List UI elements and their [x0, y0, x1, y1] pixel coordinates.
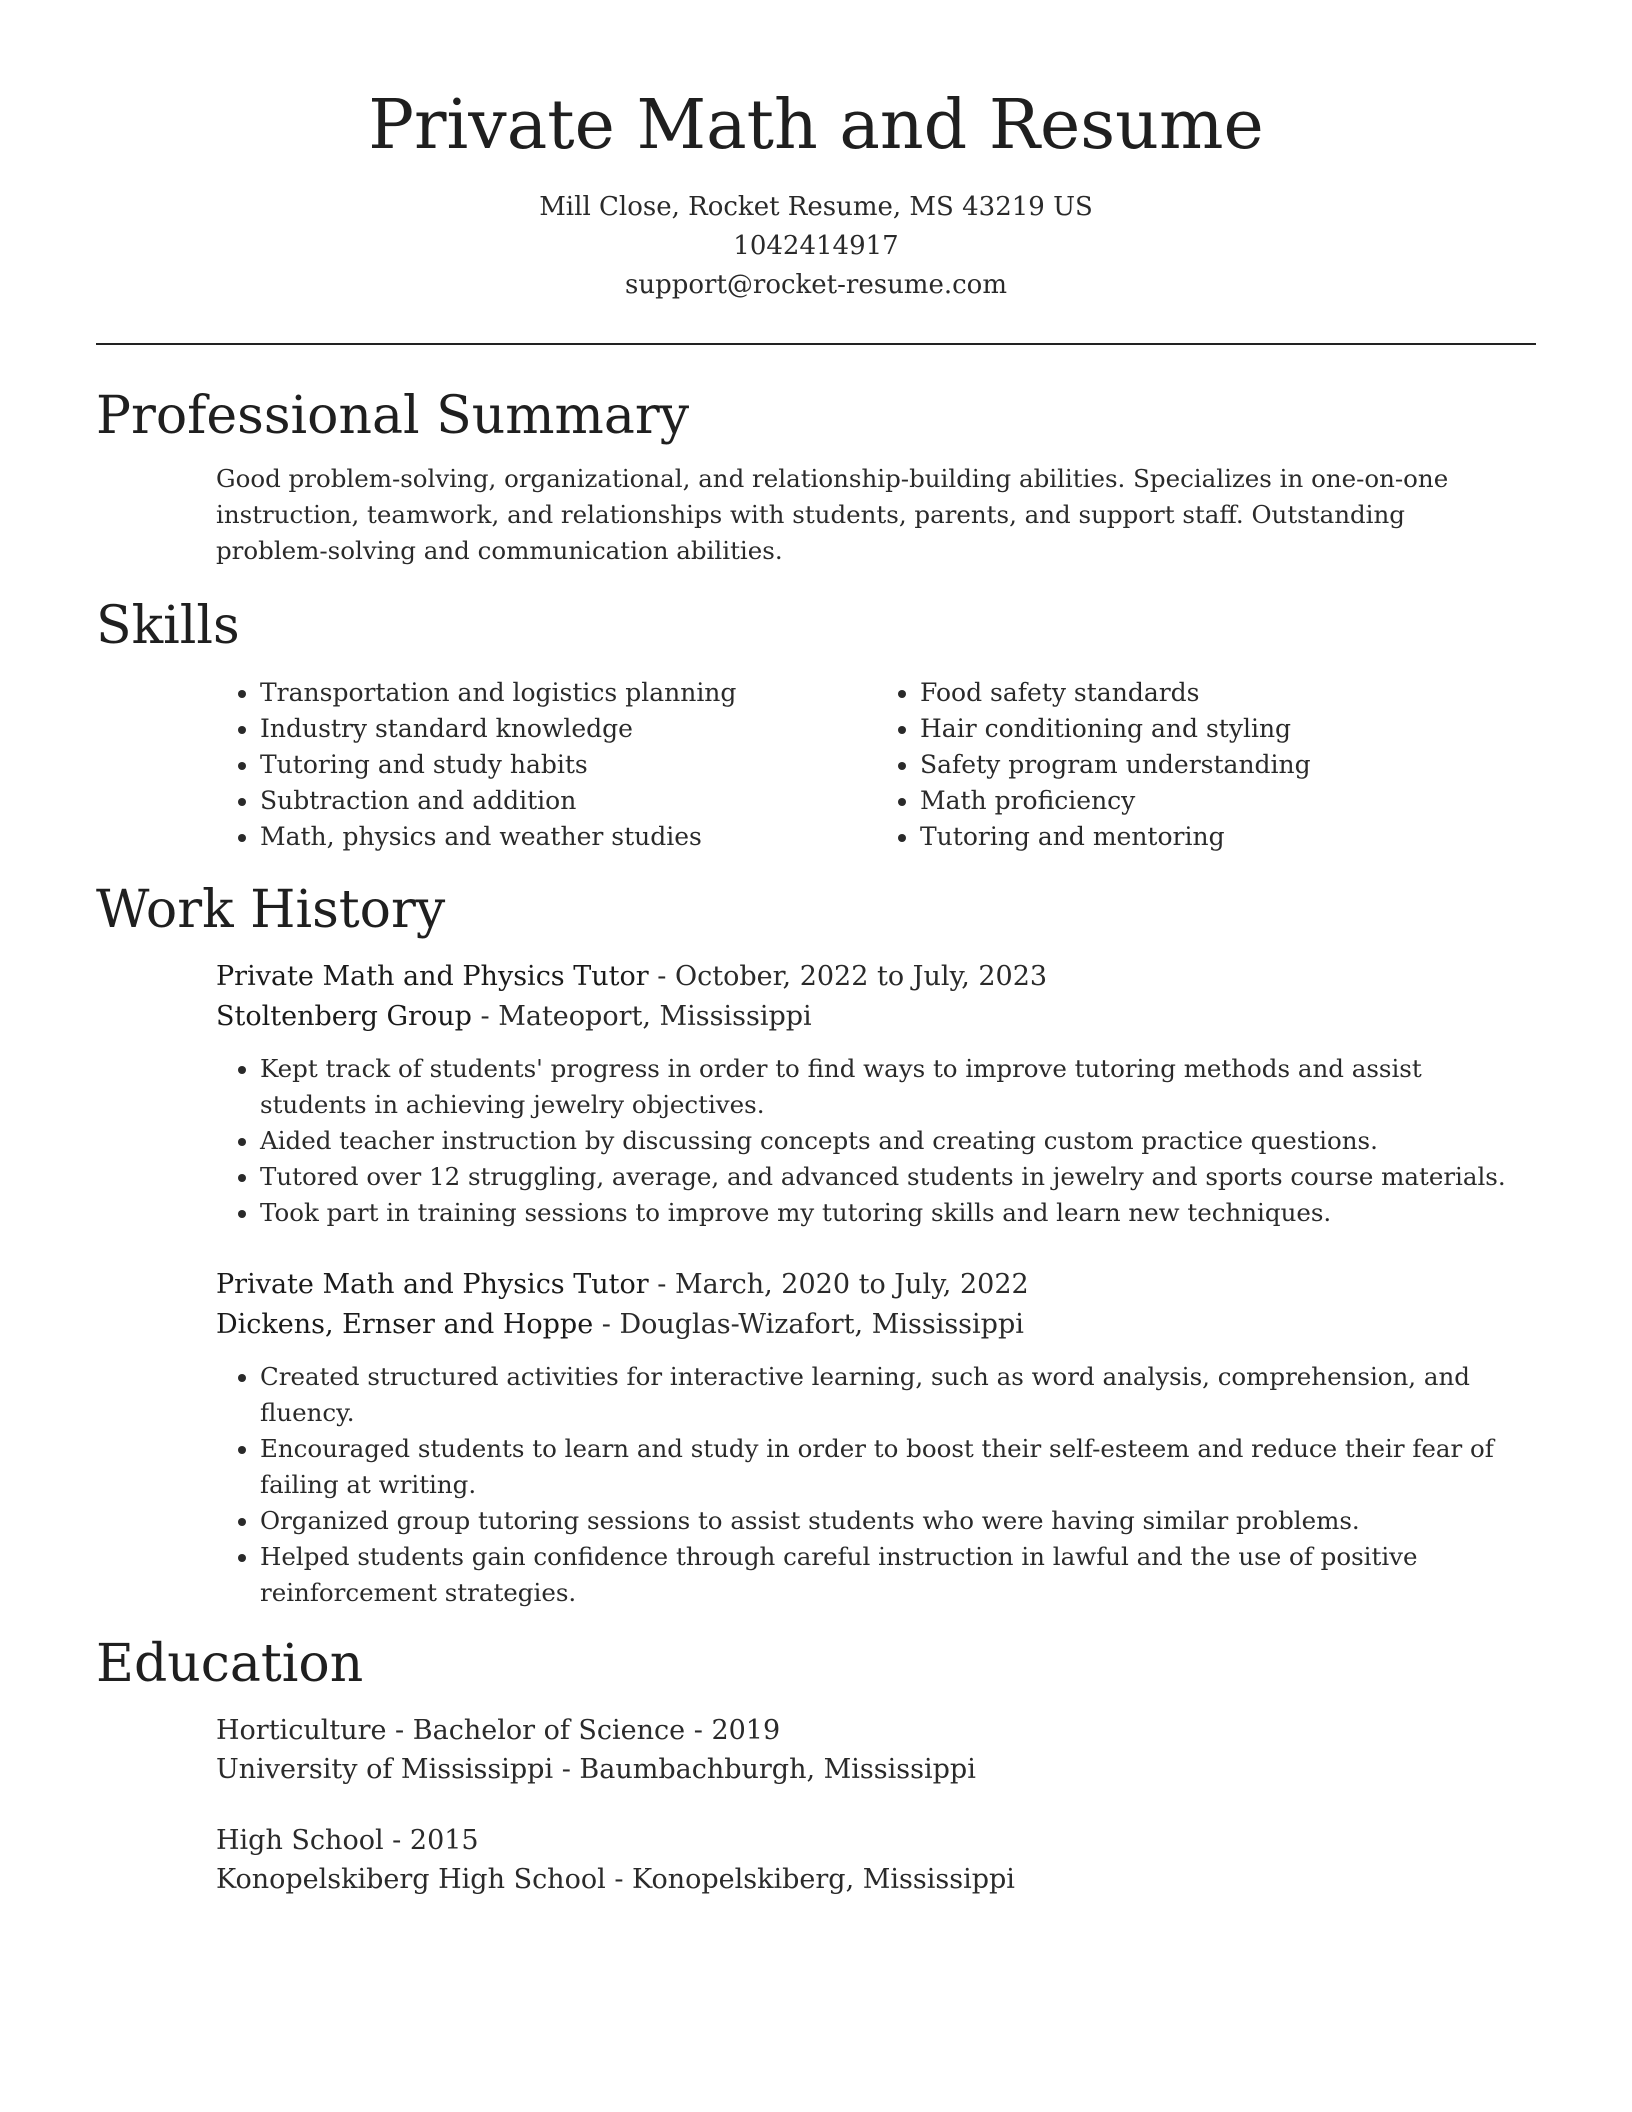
phone-text: 1042414917 [733, 231, 899, 261]
education-field: Horticulture [216, 1715, 387, 1746]
separator: - [553, 1754, 580, 1785]
contact-info [96, 188, 1536, 305]
work-history-heading: Work History [96, 880, 446, 940]
education-location: Konopelskiberg, Mississippi [632, 1864, 1015, 1895]
education-location: Baumbachburgh, Mississippi [579, 1754, 976, 1785]
education-heading: Education [96, 1634, 364, 1694]
skill-item: • Safety program understanding [920, 747, 1536, 783]
skill-item: • Hair conditioning and styling [920, 711, 1536, 747]
job-title: Private Math and Physics Tutor [216, 961, 649, 992]
education-year: 2019 [711, 1715, 781, 1746]
separator: - [593, 1309, 620, 1340]
job-bullet: • Tutored over 12 struggling, average, and advanced students in jewelry and sports course materials. [260, 1159, 1516, 1195]
separator: - [471, 1001, 499, 1032]
job-title-line [216, 1265, 1536, 1305]
job-bullet: • Created structured activities for interactive learning, such as word analysis, comprehension, and fluency. [260, 1359, 1516, 1431]
job-bullet: • Encouraged students to learn and study in order to boost their self-esteem and reduce their fear of failing at writing. [260, 1431, 1516, 1503]
work-history-section [96, 879, 1536, 1611]
education-degree-line [216, 1711, 1536, 1750]
education-degree: Bachelor of Science [412, 1715, 686, 1746]
skill-item: • Industry standard knowledge [260, 711, 876, 747]
job-company-line [216, 1305, 1536, 1345]
education-section [96, 1633, 1536, 1899]
education-field: High School [216, 1825, 384, 1856]
education-school: Konopelskiberg High School [216, 1864, 606, 1895]
education-year: 2015 [409, 1825, 479, 1856]
job-entry [96, 1265, 1536, 1611]
skill-item: • Transportation and logistics planning [260, 675, 876, 711]
skill-item: • Math, physics and weather studies [260, 819, 876, 855]
job-title-line [216, 957, 1536, 997]
summary-text: Good problem-solving, organizational, and relationship-building abilities. Specializes in one-on-one instruction, teamwork, and relationships with students, parents, and support staff. Outstanding problem-solving and communication abilities. [216, 464, 1449, 565]
separator: - [648, 1269, 675, 1300]
job-bullet: • Took part in training sessions to improve my tutoring skills and learn new techniques. [260, 1195, 1516, 1231]
separator: - [685, 1715, 712, 1746]
skills-column-left [216, 675, 876, 855]
job-bullets [216, 1051, 1536, 1231]
job-dates: March, 2020 to July, 2022 [674, 1269, 1029, 1300]
job-company-line [216, 997, 1536, 1037]
separator: - [605, 1864, 633, 1895]
skill-item: • Tutoring and study habits [260, 747, 876, 783]
separator: - [386, 1715, 413, 1746]
summary-section [96, 385, 1536, 569]
job-bullet: • Aided teacher instruction by discussing concepts and creating custom practice questions. [260, 1123, 1516, 1159]
education-school-line [216, 1750, 1536, 1789]
job-bullets [216, 1359, 1536, 1611]
job-dates: October, 2022 to July, 2023 [674, 961, 1048, 992]
skills-grid [96, 675, 1536, 855]
address-text: Mill Close, Rocket Resume, MS 43219 US [539, 192, 1093, 222]
email-text: support@rocket-resume.com [624, 270, 1007, 300]
separator: - [383, 1825, 410, 1856]
header-divider [96, 343, 1536, 345]
job-bullet: • Helped students gain confidence through careful instruction in lawful and the use of positive reinforcement strategies. [260, 1539, 1516, 1611]
job-bullet: • Kept track of students' progress in order to find ways to improve tutoring methods and assist students in achieving jewelry objectives. [260, 1051, 1516, 1123]
job-company: Stoltenberg Group [216, 1001, 472, 1032]
resume-header [96, 0, 1536, 305]
candidate-name: Private Math and Resume [368, 86, 1264, 165]
separator: - [648, 961, 675, 992]
job-company: Dickens, Ernser and Hoppe [216, 1309, 594, 1340]
job-location: Douglas-Wizafort, Mississippi [619, 1309, 1024, 1340]
skill-item: • Subtraction and addition [260, 783, 876, 819]
education-degree-line [216, 1821, 1536, 1860]
skills-column-right [876, 675, 1536, 855]
education-entry [96, 1711, 1536, 1789]
job-title: Private Math and Physics Tutor [216, 1269, 649, 1300]
education-school-line [216, 1860, 1536, 1899]
education-school: University of Mississippi [216, 1754, 554, 1785]
skills-section [96, 595, 1536, 855]
summary-heading: Professional Summary [96, 386, 690, 446]
job-entry [96, 957, 1536, 1231]
job-location: Mateoport, Mississippi [498, 1001, 812, 1032]
job-bullet: • Organized group tutoring sessions to assist students who were having similar problems. [260, 1503, 1516, 1539]
skills-heading: Skills [96, 596, 240, 656]
education-entry [96, 1821, 1536, 1899]
skill-item: • Tutoring and mentoring [920, 819, 1536, 855]
skill-item: • Food safety standards [920, 675, 1536, 711]
skill-item: • Math proficiency [920, 783, 1536, 819]
